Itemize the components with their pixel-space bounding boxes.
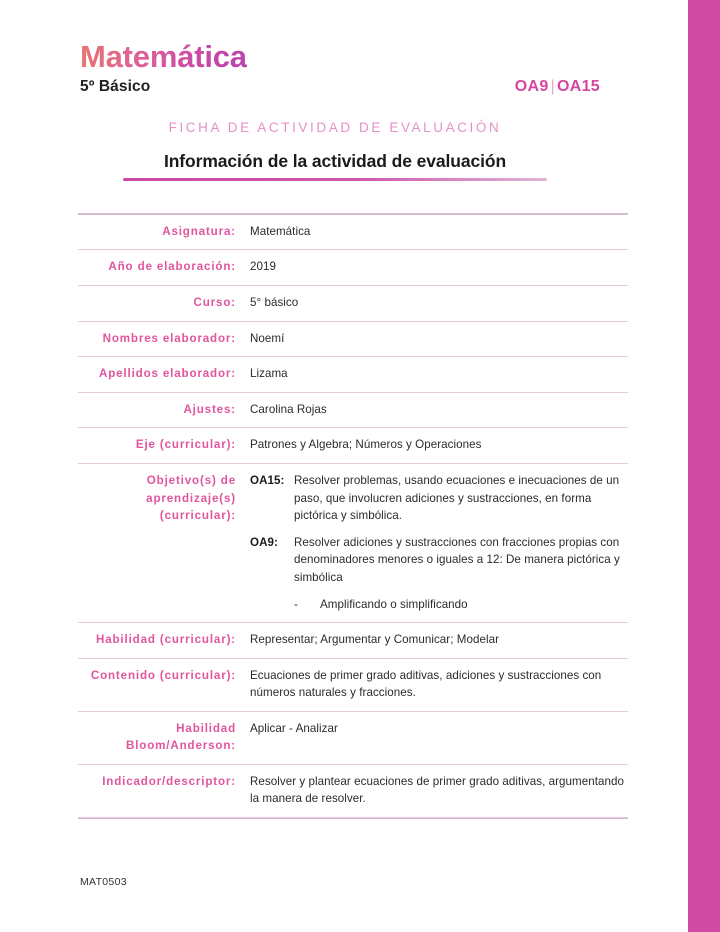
table-row: [78, 623, 628, 659]
row-value: Patrones y Algebra; Números y Operaciones: [250, 438, 482, 452]
row-value: Noemí: [250, 331, 285, 345]
oa-codes-badge: [515, 78, 600, 96]
objective-sub-item: [250, 596, 628, 614]
table-row: [78, 215, 628, 251]
footer-document-code: MAT0503: [80, 876, 127, 888]
objective-item: [250, 534, 628, 587]
table-bottom-rule: [78, 818, 628, 819]
ficha-subtitle: FICHA DE ACTIVIDAD DE EVALUACIÓN: [168, 119, 502, 135]
objective-sub-text: Amplificando o simplificando: [320, 597, 468, 611]
title-underline-rule: [123, 178, 547, 181]
table-row: [78, 765, 628, 818]
objective-code: OA9:: [250, 535, 278, 549]
table-row: [78, 357, 628, 393]
right-accent-bar: [688, 0, 720, 932]
row-label: Asignatura:: [162, 224, 236, 238]
row-label: Habilidad (curricular):: [95, 633, 236, 647]
table-row-objectives: [78, 464, 628, 623]
row-label: Eje (curricular):: [135, 438, 236, 452]
row-value: Aplicar - Analizar: [250, 721, 338, 735]
row-value: 5° básico: [250, 295, 299, 309]
objective-text: Resolver problemas, usando ecuaciones e inecuaciones de un paso, que involucren adiciones y sustracciones, en forma pictórica y simbólica.: [294, 473, 620, 523]
subject-title: Matemática: [80, 39, 247, 74]
table-row: [78, 393, 628, 429]
table-row: [78, 286, 628, 322]
oa-code-first: OA9: [514, 77, 549, 95]
row-label: Indicador/descriptor:: [102, 774, 236, 788]
objective-item: [250, 472, 628, 525]
row-label: Habilidad Bloom/Anderson:: [125, 721, 236, 753]
table-row: [78, 712, 628, 765]
grade-and-codes-row: [80, 78, 600, 96]
page-title: Información de la actividad de evaluación: [163, 150, 507, 171]
row-label: Objetivo(s) de aprendizaje(s) (curricular):: [146, 473, 236, 523]
objective-text: Resolver adiciones y sustracciones con fracciones propias con denominadores menores o iguales a 12: De manera pictórica y simbólica: [294, 535, 620, 585]
oa-code-second: OA15: [557, 77, 600, 95]
table-top-rule: [78, 213, 628, 215]
row-value: Matemática: [250, 224, 311, 238]
table-row: [78, 428, 628, 464]
grade-level: 5º Básico: [80, 77, 151, 95]
row-label: Contenido (curricular):: [90, 668, 236, 682]
oa-code-separator: |: [550, 77, 555, 95]
row-label: Nombres elaborador:: [102, 331, 236, 345]
objectives-list: [248, 472, 628, 613]
row-value: 2019: [250, 260, 276, 274]
row-value: Carolina Rojas: [250, 402, 327, 416]
row-label: Ajustes:: [183, 402, 236, 416]
row-label: Año de elaboración:: [108, 260, 236, 274]
bullet-dash-icon: -: [294, 597, 298, 611]
table-row: [78, 659, 628, 712]
row-value: Resolver y plantear ecuaciones de primer grado aditivas, argumentando la manera de resolver.: [250, 774, 625, 806]
row-value: Lizama: [250, 367, 288, 381]
row-label: Apellidos elaborador:: [98, 367, 236, 381]
document-header: [0, 0, 688, 181]
row-label: Curso:: [193, 295, 236, 309]
row-value: Representar; Argumentar y Comunicar; Modelar: [250, 633, 499, 647]
info-table: [0, 213, 688, 819]
table-row: [78, 250, 628, 286]
row-value: Ecuaciones de primer grado aditivas, adiciones y sustracciones con números naturales y fracciones.: [250, 668, 602, 700]
objective-code: OA15:: [250, 473, 285, 487]
table-row: [78, 322, 628, 358]
document-title-wrap: [80, 151, 600, 181]
